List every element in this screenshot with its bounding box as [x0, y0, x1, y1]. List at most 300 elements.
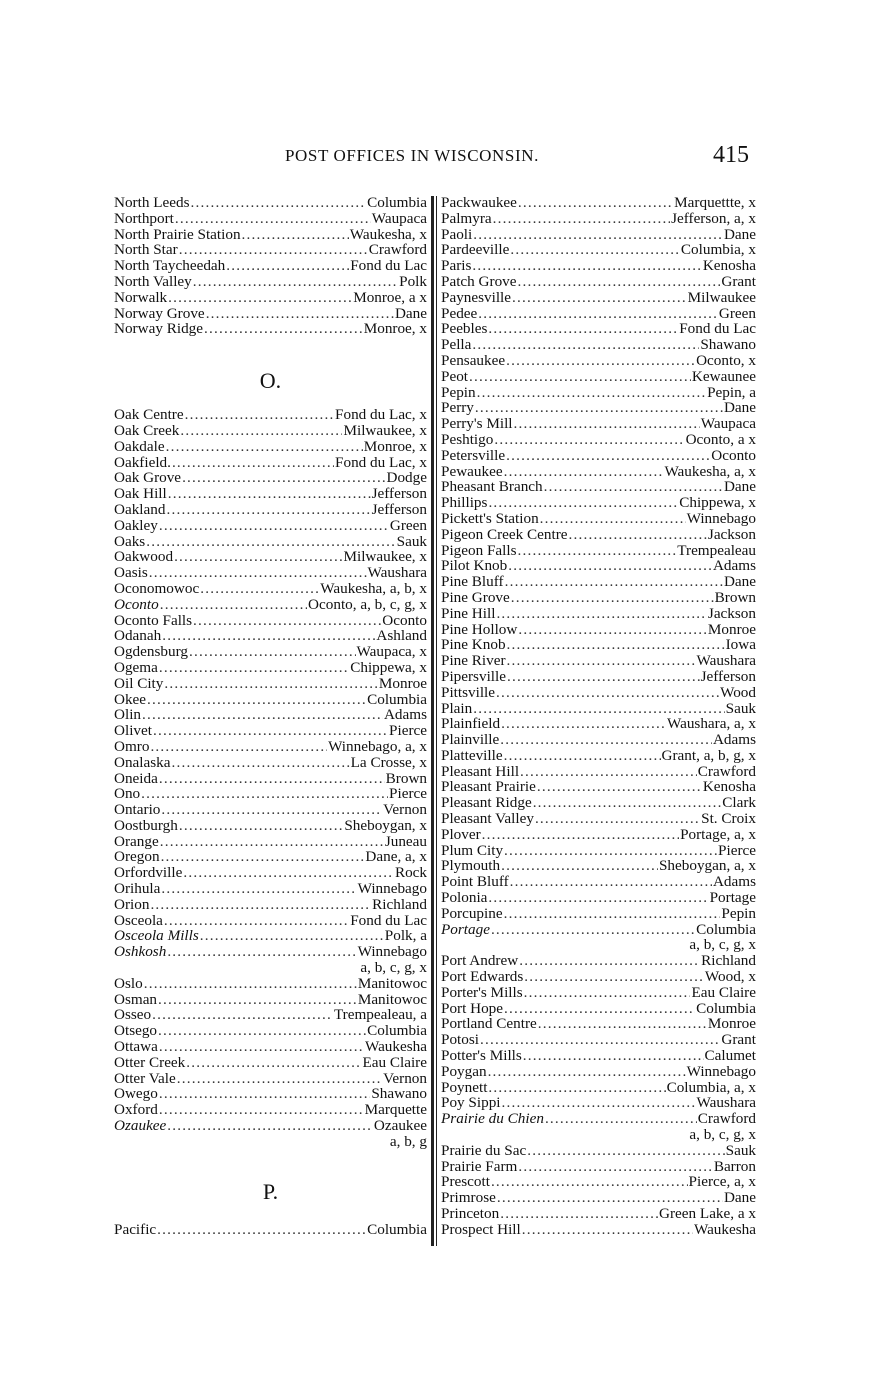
dot-leader — [506, 448, 710, 464]
county-name: Winnebago, a, x — [328, 738, 427, 755]
post-office-entry — [441, 353, 756, 369]
county-name: Winnebago — [686, 1063, 756, 1080]
dot-leader — [147, 692, 366, 708]
post-office-entry — [114, 195, 427, 211]
county-name: St. Croix — [701, 811, 756, 827]
post-office-name: Pella — [441, 337, 472, 353]
county-name: Juneau — [384, 833, 427, 850]
post-office-entry — [441, 922, 756, 938]
post-office-entry — [441, 1206, 756, 1222]
post-office-name: Northport — [114, 210, 174, 227]
post-office-name: Patch Grove — [441, 273, 517, 290]
dot-leader — [569, 527, 707, 543]
dot-leader — [473, 227, 723, 243]
post-office-entry — [114, 1007, 427, 1023]
post-office-entry — [114, 613, 427, 629]
post-office-entry — [441, 1174, 756, 1190]
dot-leader — [144, 976, 357, 992]
post-office-name: Plymouth — [441, 858, 501, 875]
county-name: Winnebago — [357, 881, 427, 897]
post-office-name: Pittsville — [441, 684, 496, 701]
county-name: Dane, a, x — [365, 849, 427, 866]
post-office-entry — [114, 306, 427, 322]
county-name: Grant — [721, 1032, 756, 1049]
post-office-entry — [441, 685, 756, 701]
dot-leader — [511, 590, 714, 606]
post-office-entry — [114, 486, 427, 502]
county-name: Jefferson — [371, 486, 427, 502]
dot-leader — [488, 321, 678, 337]
dot-leader — [488, 890, 708, 906]
post-office-entry — [114, 565, 427, 581]
post-office-entry — [441, 290, 756, 306]
dot-leader — [159, 518, 389, 534]
post-office-entry — [114, 928, 427, 944]
county-name: Dane — [723, 400, 756, 417]
county-name: Barron — [713, 1158, 756, 1175]
post-office-entry — [114, 321, 427, 337]
dot-leader — [518, 1159, 712, 1175]
post-office-entry — [114, 423, 427, 439]
post-office-name: Pleasant Valley — [441, 811, 534, 827]
dot-leader — [150, 897, 371, 913]
post-office-entry — [114, 534, 427, 550]
post-office-entry — [114, 707, 427, 723]
post-office-name: Poy Sippi — [441, 1095, 501, 1112]
dot-leader — [504, 464, 664, 480]
post-office-name: Polonia — [441, 890, 488, 906]
dot-leader — [535, 811, 700, 827]
post-office-entry — [114, 897, 427, 913]
post-office-name: Osceola — [114, 912, 163, 929]
dot-leader — [501, 858, 658, 874]
post-office-name: Oakland — [114, 501, 166, 518]
dot-leader — [472, 258, 701, 274]
county-name: Monroe, a x — [353, 289, 427, 306]
county-name: Waupaca — [700, 416, 756, 432]
post-office-name: Perry's Mill — [441, 416, 513, 432]
dot-leader — [488, 1064, 686, 1080]
dot-leader — [504, 906, 721, 922]
post-office-entry — [114, 407, 427, 423]
post-office-entry — [441, 1032, 756, 1048]
dot-leader — [172, 755, 350, 771]
county-name: Columbia — [367, 195, 427, 211]
post-office-entry — [114, 771, 427, 787]
county-name: Waukesha, a, b, x — [320, 580, 427, 597]
county-name: Jackson — [707, 526, 756, 543]
post-office-entry — [441, 622, 756, 638]
dot-leader — [469, 369, 691, 385]
post-office-entry — [441, 1143, 756, 1159]
dot-leader — [522, 1222, 693, 1238]
post-office-entry — [114, 865, 427, 881]
post-office-entry — [441, 211, 756, 227]
post-office-entry — [114, 660, 427, 676]
county-name: Adams — [712, 874, 756, 891]
post-office-name: Odanah — [114, 628, 162, 645]
dot-leader — [527, 1143, 724, 1159]
post-office-entry — [441, 1190, 756, 1206]
county-name: Dodge — [386, 470, 427, 487]
post-office-name: Oak Centre — [114, 407, 184, 423]
dot-leader — [206, 306, 394, 322]
county-name: Fond du Lac — [679, 321, 756, 338]
county-name: Wood, x — [704, 969, 756, 985]
dot-leader — [544, 479, 723, 495]
county-name: Richland — [372, 896, 427, 913]
dot-leader — [518, 274, 721, 290]
dot-leader — [179, 818, 343, 834]
post-office-entry — [114, 881, 427, 897]
dot-leader — [540, 511, 686, 527]
dot-leader — [168, 486, 371, 502]
entry-continuation: a, b, g — [389, 1132, 427, 1150]
post-office-entry — [441, 764, 756, 780]
dot-leader — [161, 849, 365, 865]
post-office-name: Prospect Hill — [441, 1221, 521, 1238]
post-office-entry — [114, 258, 427, 274]
dot-leader — [159, 660, 349, 676]
dot-leader — [518, 195, 673, 211]
county-name: Pierce — [389, 723, 427, 739]
dot-leader — [157, 1222, 366, 1238]
dot-leader — [146, 534, 395, 550]
post-office-name: Peot — [441, 368, 469, 385]
county-name: Brown — [714, 589, 756, 606]
dot-leader — [537, 779, 702, 795]
post-office-entry — [114, 470, 427, 486]
post-office-entry — [114, 834, 427, 850]
county-name: Waukesha — [693, 1221, 756, 1238]
dot-leader — [149, 565, 367, 581]
county-name: Eau Claire — [362, 1054, 427, 1071]
dot-leader — [162, 628, 375, 644]
post-office-name: Portage — [441, 921, 490, 938]
post-office-name: Primrose — [441, 1190, 496, 1206]
post-office-name: Orange — [114, 833, 159, 850]
county-name: Polk — [399, 273, 427, 290]
post-office-name: Ogdensburg — [114, 644, 188, 660]
dot-leader — [242, 227, 349, 243]
county-name: Oconto — [711, 447, 756, 464]
post-office-entry — [441, 306, 756, 322]
page-number: 415 — [713, 142, 749, 168]
post-office-entry — [114, 290, 427, 306]
post-office-entry — [114, 455, 427, 471]
county-name: Pierce — [389, 786, 427, 803]
post-office-name: Olin — [114, 707, 142, 724]
post-office-entry — [114, 597, 427, 613]
post-office-entry — [114, 739, 427, 755]
county-name: Chippewa, x — [679, 495, 756, 511]
post-office-name: Oshkosh — [114, 944, 167, 961]
post-office-entry — [441, 258, 756, 274]
dot-leader — [174, 549, 342, 565]
dot-leader — [510, 874, 712, 890]
post-office-entry — [441, 385, 756, 401]
dot-leader — [183, 865, 394, 881]
section-heading-o: O. — [259, 368, 282, 394]
county-name: Portage — [709, 890, 756, 906]
county-name: Waukesha, a, x — [664, 463, 756, 480]
county-name: Oconto, a, b, c, g, x — [308, 596, 427, 613]
dot-leader — [497, 1190, 723, 1206]
county-name: Monroe — [378, 675, 427, 692]
page-header — [0, 140, 884, 180]
post-office-name: Ogema — [114, 659, 158, 676]
post-office-name: Prescott — [441, 1174, 490, 1191]
dot-leader — [189, 644, 356, 660]
post-office-name: Palmyra — [441, 210, 492, 227]
post-office-entry — [441, 701, 756, 717]
county-name: Green Lake, a x — [659, 1206, 756, 1222]
post-office-name: Pine River — [441, 653, 506, 669]
county-name: Sauk — [396, 533, 427, 550]
county-name: Waukesha — [364, 1039, 427, 1055]
post-office-name: Onalaska — [114, 754, 171, 771]
post-office-name: Plover — [441, 826, 481, 843]
county-name: Crawford — [697, 763, 756, 780]
post-office-entry — [441, 985, 756, 1001]
dot-leader — [182, 470, 385, 486]
dot-leader — [200, 928, 384, 944]
county-name: Grant — [721, 273, 756, 290]
county-name: Crawford — [368, 242, 427, 259]
post-office-name: Ottawa — [114, 1039, 158, 1055]
dot-leader — [488, 495, 678, 511]
post-office-entry — [114, 723, 427, 739]
post-office-name: Oil City — [114, 675, 164, 692]
county-name: Jefferson — [371, 501, 427, 518]
county-name: Polk, a — [384, 928, 427, 945]
post-office-entry — [114, 502, 427, 518]
post-office-name: Packwaukee — [441, 195, 517, 211]
n-entries-list — [114, 195, 427, 337]
county-name: Trempealeau, a — [333, 1007, 427, 1024]
o-entries-list — [114, 407, 427, 1149]
post-office-entry — [114, 1055, 427, 1071]
post-office-name: Norway Grove — [114, 305, 205, 322]
dot-leader — [159, 1086, 370, 1102]
dot-leader — [193, 274, 398, 290]
post-office-entry — [441, 464, 756, 480]
county-name: Fond du Lac, x — [335, 407, 427, 423]
dot-leader — [177, 1071, 382, 1087]
county-name: Eau Claire — [691, 984, 756, 1001]
county-name: Calumet — [704, 1048, 756, 1064]
post-office-entry — [114, 518, 427, 534]
post-office-name: Oak Creek — [114, 422, 180, 439]
county-name: Adams — [712, 558, 756, 575]
county-name: Sheboygan, x — [344, 817, 427, 834]
county-name: Milwaukee, x — [343, 422, 427, 439]
dot-leader — [493, 211, 670, 227]
dot-leader — [508, 558, 712, 574]
dot-leader — [160, 834, 384, 850]
post-office-entry — [441, 858, 756, 874]
post-office-name: Orihula — [114, 881, 161, 897]
post-office-name: Pardeeville — [441, 242, 510, 259]
post-office-name: Otsego — [114, 1023, 158, 1040]
post-office-name: Oconomowoc — [114, 580, 200, 597]
dot-leader — [185, 407, 334, 423]
post-office-name: Oneida — [114, 770, 158, 787]
column-divider — [431, 196, 434, 1246]
county-name: Columbia, x — [680, 242, 756, 259]
county-name: Oconto, x — [696, 352, 756, 369]
post-office-entry — [441, 274, 756, 290]
dot-leader — [518, 543, 677, 559]
post-office-name: Osseo — [114, 1007, 152, 1024]
post-office-name: Petersville — [441, 447, 506, 464]
post-office-name: Paynesville — [441, 289, 512, 306]
dot-leader — [533, 795, 722, 811]
post-office-name: Otter Creek — [114, 1054, 186, 1071]
entry-continuation: a, b, c, g, x — [689, 936, 756, 954]
post-office-entry — [114, 692, 427, 708]
dot-leader — [175, 211, 371, 227]
post-office-name: Phillips — [441, 495, 488, 511]
dot-leader — [158, 992, 357, 1008]
post-office-entry — [114, 786, 427, 802]
county-name: Richland — [701, 953, 756, 970]
post-office-name: North Taycheedah — [114, 258, 226, 274]
dot-leader — [514, 416, 700, 432]
dot-leader — [545, 1111, 697, 1127]
post-office-name: Plain — [441, 700, 473, 717]
post-office-name: Oostburgh — [114, 817, 178, 834]
post-office-entry — [441, 242, 756, 258]
post-office-name: Norway Ridge — [114, 321, 203, 338]
post-office-name: Oakfield. — [114, 454, 171, 471]
post-office-name: Osman — [114, 991, 158, 1008]
county-name: La Crosse, x — [350, 754, 427, 771]
dot-leader — [507, 653, 696, 669]
county-name: Wood — [720, 684, 756, 701]
post-office-name: Pine Bluff — [441, 574, 504, 590]
post-office-name: Pleasant Prairie — [441, 779, 536, 796]
county-name: Grant, a, b, g, x — [661, 747, 756, 764]
post-office-entry — [441, 432, 756, 448]
post-office-entry — [441, 590, 756, 606]
dot-leader — [166, 502, 370, 518]
county-name: Sauk — [725, 1142, 756, 1159]
dot-leader — [502, 1095, 696, 1111]
post-office-name: Pacific — [114, 1221, 157, 1238]
post-office-name: Pine Hollow — [441, 621, 518, 638]
post-office-name: Oakley — [114, 517, 158, 534]
dot-leader — [193, 613, 381, 629]
dot-leader — [506, 353, 695, 369]
county-name: Monroe — [707, 1016, 756, 1033]
county-name: Columbia — [696, 921, 756, 938]
post-office-entry — [441, 827, 756, 843]
post-office-name: Port Hope — [441, 1000, 504, 1017]
post-office-name: North Leeds — [114, 195, 190, 211]
dot-leader — [512, 290, 687, 306]
county-name: Kenosha — [702, 779, 756, 796]
post-office-name: Potter's Mills — [441, 1048, 522, 1064]
post-office-name: Oak Grove — [114, 470, 182, 487]
post-office-name: Port Andrew — [441, 953, 519, 970]
dot-leader — [226, 258, 349, 274]
post-office-name: Pine Grove — [441, 589, 510, 606]
county-name: Manitowoc — [357, 975, 427, 992]
county-name: Dane — [723, 226, 756, 243]
post-office-entry — [441, 1222, 756, 1238]
county-name: Waushara, a, x — [666, 716, 756, 733]
dot-leader — [500, 732, 712, 748]
county-name: Pierce — [718, 842, 756, 859]
post-office-name: Pewaukee — [441, 463, 503, 480]
post-office-entry — [114, 549, 427, 565]
county-name: Dane — [723, 1190, 756, 1206]
post-office-entry — [114, 1118, 427, 1134]
post-office-entry — [114, 992, 427, 1008]
post-office-entry — [441, 969, 756, 985]
county-name: Green — [718, 305, 756, 322]
dot-leader — [523, 1048, 704, 1064]
dot-leader — [191, 195, 367, 211]
post-office-name: Portland Centre — [441, 1016, 537, 1033]
post-office-name: Platteville — [441, 747, 503, 764]
county-name: Waushara — [696, 1095, 756, 1112]
county-name: Monroe — [707, 621, 756, 638]
post-office-name: North Valley — [114, 273, 192, 290]
post-office-name: Okee — [114, 691, 147, 708]
dot-leader — [161, 881, 356, 897]
post-office-name: North Star — [114, 242, 178, 259]
post-office-entry — [114, 439, 427, 455]
post-office-name: Peebles — [441, 321, 488, 338]
post-office-name: Orion — [114, 896, 150, 913]
post-office-name: Plainville — [441, 732, 500, 748]
post-office-name: Plum City — [441, 842, 504, 859]
dot-leader — [491, 1174, 688, 1190]
post-office-entry — [441, 811, 756, 827]
county-name: Adams — [712, 732, 756, 748]
post-office-entry — [441, 953, 756, 969]
p-entries-list — [114, 1222, 427, 1238]
county-name: Sheboygan, a, x — [658, 858, 756, 875]
post-office-entry — [441, 748, 756, 764]
post-office-name: North Prairie Station — [114, 226, 241, 243]
dot-leader — [167, 944, 356, 960]
county-name: Dane — [723, 479, 756, 496]
post-office-entry — [114, 1222, 427, 1238]
post-office-name: Otter Vale — [114, 1070, 176, 1087]
post-office-name: Pleasant Hill — [441, 763, 520, 780]
post-office-entry — [114, 1086, 427, 1102]
post-office-name: Prairie Farm — [441, 1158, 518, 1175]
post-office-entry — [114, 581, 427, 597]
dot-leader — [524, 969, 704, 985]
county-name: Milwaukee — [687, 289, 756, 306]
county-name: Columbia — [367, 1023, 427, 1040]
dot-leader — [538, 1016, 707, 1032]
post-office-entry — [114, 211, 427, 227]
county-name: Dane — [394, 305, 427, 322]
post-office-name: Oakwood — [114, 549, 174, 566]
post-office-entry — [441, 495, 756, 511]
post-office-entry — [114, 913, 427, 929]
dot-leader — [519, 953, 700, 969]
county-name: Ashland — [376, 628, 427, 645]
county-name: Waupaca — [371, 210, 427, 227]
dot-leader — [505, 574, 723, 590]
county-name: Vernon — [383, 802, 427, 818]
